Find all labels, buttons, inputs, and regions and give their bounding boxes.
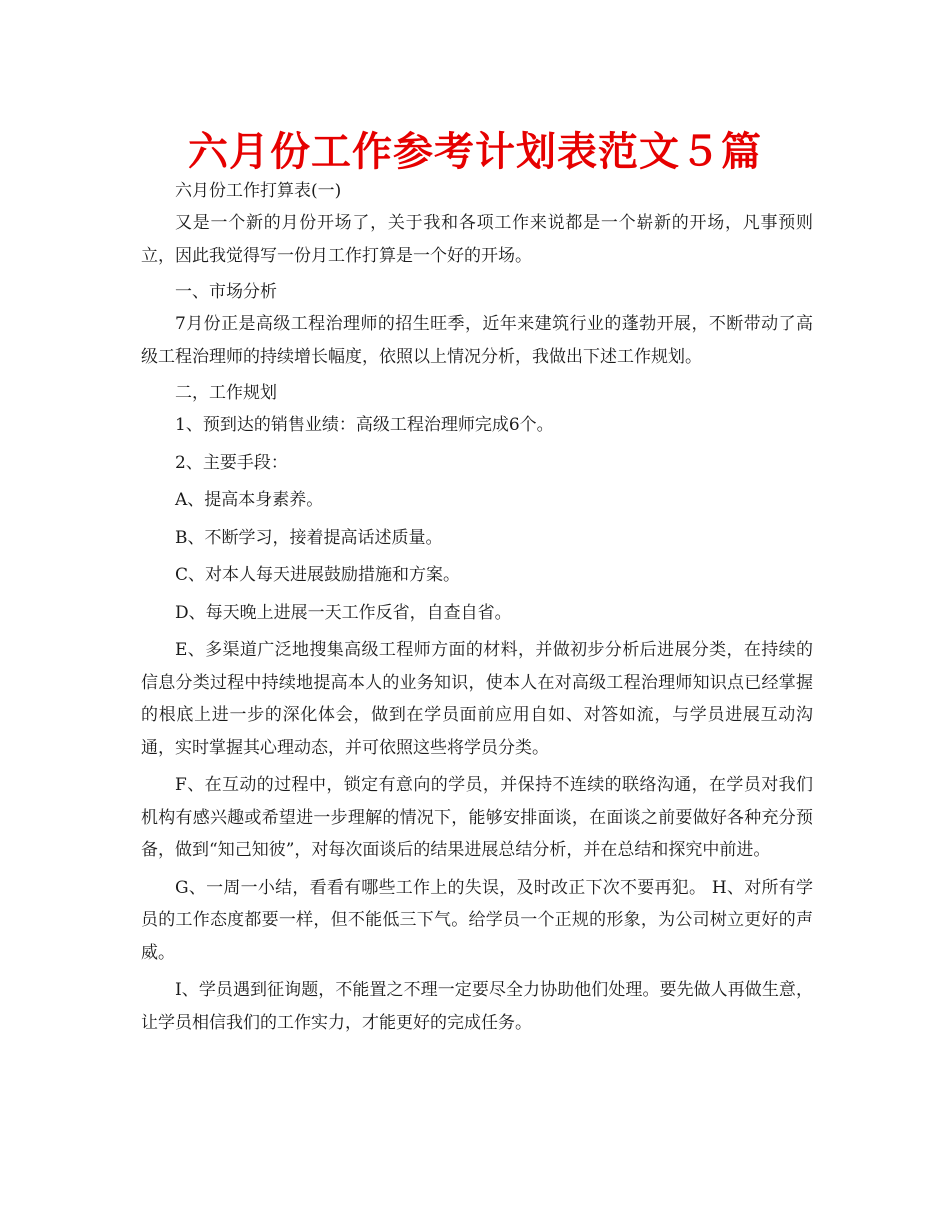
list-item: D、每天晚上进展一天工作反省，自查自省。 — [175, 602, 512, 623]
paragraph: 又是一个新的月份开场了，关于我和各项工作来说都是一个崭新的开场，凡事预则立，因此我觉得写一份月工作打算是一个好的开场。 — [141, 213, 813, 266]
list-item: E、多渠道广泛地搜集高级工程师方面的材料，并做初步分析后进展分类，在持续的信息分类过程中持续地提高本人的业务知识，使本人在对高级工程治理师知识点已经掌握的根底上进一步的深化体会，做到在学员面前应用自如、对答如流，与学员进展互动沟通，实时掌握其心理动态，并可依照这些将学员分类。 — [141, 640, 813, 758]
paragraph: 7月份正是高级工程治理师的招生旺季，近年来建筑行业的蓬勃开展，不断带动了高级工程治理师的持续增长幅度，依照以上情况分析，我做出下述工作规划。 — [141, 314, 813, 367]
list-item: A、提高本身素养。 — [175, 490, 324, 510]
list-item: F、在互动的过程中，锁定有意向的学员，并保持不连续的联络沟通，在学员对我们机构有感兴趣或希望进一步理解的情况下，能够安排面谈，在面谈之前要做好各种充分预备，做到“知己知彼”，对每次面谈后的结果进展总结分析，并在总结和探究中前进。 — [141, 775, 813, 860]
list-item: 2、主要手段： — [175, 452, 288, 473]
section-heading: 二，工作规划 — [175, 383, 277, 403]
list-item: I、学员遇到征询题，不能置之不理一定要尽全力协助他们处理。要先做人再做生意，让学员相信我们的工作实力，才能更好的完成任务。 — [141, 980, 813, 1033]
list-item: B、不断学习，接着提高话述质量。 — [175, 527, 443, 548]
document-title: 六月份工作参考计划表范文５篇 — [188, 128, 762, 175]
document-body — [141, 176, 813, 1044]
list-item: C、对本人每天进展鼓励措施和方案。 — [175, 565, 461, 585]
list-item: G、一周一小结，看看有哪些工作上的失误，及时改正下次不要再犯。 H、对所有学员的工作态度都要一样，但不能低三下气。给学员一个正规的形象，为公司树立更好的声威。 — [141, 877, 813, 963]
section-heading: 一、市场分析 — [175, 282, 277, 302]
list-item: 1、预到达的销售业绩：高级工程治理师完成6个。 — [175, 415, 554, 435]
section-heading: 六月份工作打算表(一) — [175, 181, 342, 201]
